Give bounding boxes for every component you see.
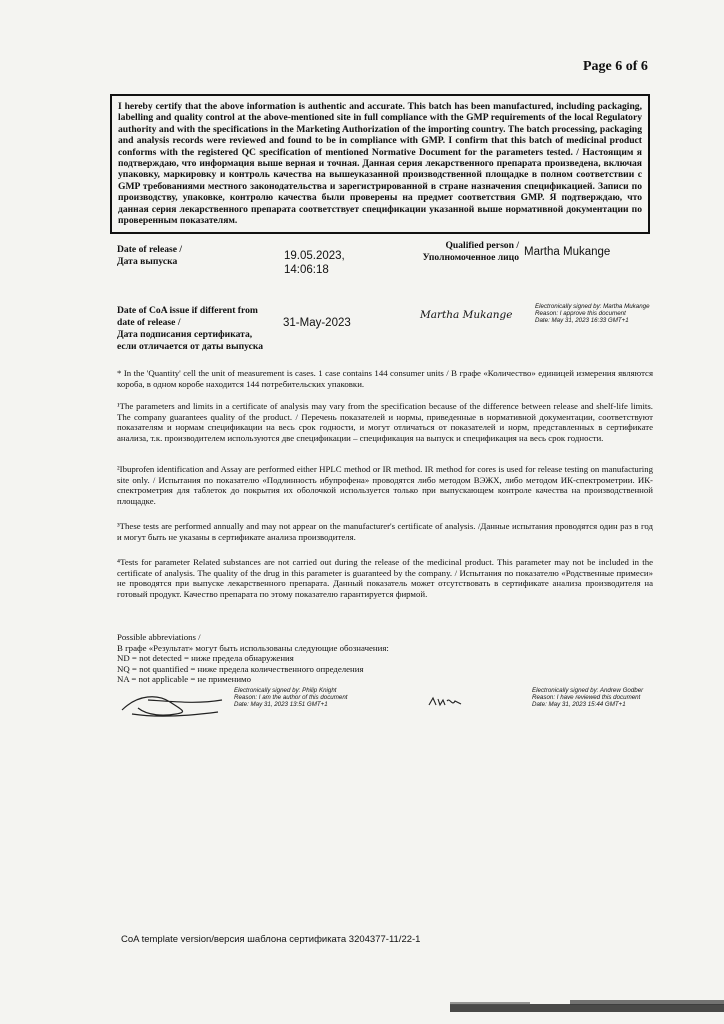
release-date-label: Date of release / Дата выпуска <box>117 244 183 267</box>
qualified-person-value: Martha Mukange <box>524 246 611 258</box>
abbreviation-item: NA = not applicable = не применимо <box>117 674 252 685</box>
note-2: ²Ibuprofen identification and Assay are performed either HPLC method or IR method. IR method for cores is used for release testing on manufacturing site only. / Испытания по показателю «Подлинность ибупрофена» проводятся либо методом ВЭЖХ, либо методом ИК-спектрометрии. ИК-спектрометрия для таблеток до покрытия их оболочкой используется только при выпускающем контроле качества на производственной площадке. <box>117 464 653 506</box>
note-3: ³These tests are performed annually and may not appear on the manufacturer's certificate of analysis. /Данные испытания проводятся один раз в год и могут быть не указаны в сертификате анализа производителя. <box>117 521 653 542</box>
coa-date-label: Date of CoA issue if different from date of release / Дата подписания сертификата, если отличается от даты выпуска <box>117 305 264 352</box>
template-version-footer: CoA template version/версия шаблона сертификата 3204377-11/22-1 <box>121 934 421 945</box>
martha-signature: Martha Mukange <box>420 309 513 321</box>
philip-knight-signature-graphic <box>118 690 228 720</box>
scan-artifact <box>450 1000 724 1014</box>
abbreviation-item: NQ = not quantified = ниже предела количественного определения <box>117 663 364 674</box>
note-1: ¹The parameters and limits in a certificate of analysis may vary from the specification because of the difference between release and shelf-life limits. The company guarantees quality of the product. / Перечень показателей и нормы, приведенные в нормативной документации, соответствуют показателям и нормам спецификации на весь срок годности, и могут отличаться от показателей и норм, представленных в сертификате анализа, т.к. производителем используются две спецификации – спецификация на выпуск и спецификация на весь срок годности. <box>117 401 653 443</box>
qualified-person-label: Qualified person / Уполномоченное лицо <box>422 240 519 263</box>
certification-box <box>110 94 650 234</box>
release-date-value: 19.05.2023, 14:06:18 <box>284 250 345 276</box>
page-number: Page 6 of 6 <box>583 59 648 74</box>
left-esignature: Electronically signed by: Philip Knight Reason: I am the author of this document Date: May 31, 2023 13:51 GMT+1 <box>234 687 348 708</box>
coa-date-value: 31-May-2023 <box>283 317 351 329</box>
abbreviations-subtitle: В графе «Результат» могут быть использованы следующие обозначения: <box>117 642 389 653</box>
note-quantity: * In the 'Quantity' cell the unit of measurement is cases. 1 case contains 144 consumer units / В графе «Количество» единицей измерения являются короба, в одном коробе находится 144 потребительских упаковки. <box>117 368 653 389</box>
abbreviations-title: Possible abbreviations / <box>117 632 201 642</box>
coa-esignature: Electronically signed by: Martha Mukange Reason: I approve this document Date: May 31, 2023 16:33 GMT+1 <box>535 303 650 324</box>
abbreviations <box>117 632 517 685</box>
right-esignature: Electronically signed by: Andrew Godber Reason: I have reviewed this document Date: May 31, 2023 15:44 GMT+1 <box>532 687 644 708</box>
certification-text: I hereby certify that the above information is authentic and accurate. This batch has been manufactured, including packaging, labelling and quality control at the above-mentioned site in full compliance with the GMP requirements of the local Regulatory authority and with the specifications in the Marketing Authorization of the importing country. The batch processing, packaging and analysis records were reviewed and found to be in compliance with GMP. I confirm that this batch of medicinal product conforms with the registered QC specification of mentioned Normative Document for the parameters tested. / Настоящим я подтверждаю, что информация выше верная и точная. Данная серия лекарственного препарата произведена, включая упаковку, маркировку и контроль качества на вышеуказанной производственной площадке в полном соответствии с GMP требованиями местного законодательства и зарегистрированной в стране назначения спецификацией. Записи по производству, упаковке, контролю качества были проверены на предмет соответствия GMP. Я подтверждаю, что данная серия лекарственного препарата соответствует спецификации указанной выше нормативной документации по проверенным показателям. <box>118 101 642 227</box>
note-4: ⁴Tests for parameter Related substances are not carried out during the release of the medicinal product. This parameter may not be included in the certificate of analysis. The quality of the drug in this parameter is guaranteed by the company. / Испытания по показателю «Родственные примеси» не проводятся при выпуске лекарственного препарата. Данный показатель может отсутствовать в сертификате анализа производителя на готовый продукт. Качество препарата по этому показателю гарантируется фирмой. <box>117 557 653 599</box>
andrew-godber-signature-graphic <box>428 695 462 709</box>
abbreviation-item: ND = not detected = ниже предела обнаружения <box>117 653 294 664</box>
